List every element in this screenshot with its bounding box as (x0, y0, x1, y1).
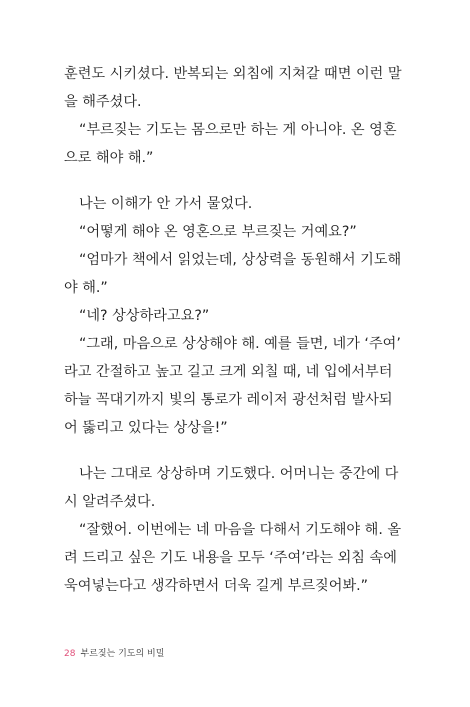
text-line: 욱여넣는다고 생각하면서 더욱 길게 부르짖어봐.” (64, 578, 369, 594)
text-line: 야 해.” (64, 280, 108, 296)
text-line: “그래, 마음으로 상상해야 해. 예를 들면, 네가 ‘주여’ (79, 336, 401, 352)
text-line: 나는 그대로 상상하며 기도했다. 어머니는 중간에 다 (79, 466, 399, 482)
text-line: 하늘 꼭대기까지 빛의 통로가 레이저 광선처럼 발사되 (64, 392, 393, 408)
text-line: 시 알려주셨다. (64, 494, 156, 510)
text-line: 나는 이해가 안 가서 물었다. (79, 196, 253, 212)
text-line: “어떻게 해야 온 영혼으로 부르짖는 거예요?” (79, 224, 357, 240)
text-line: “부르짖는 기도는 몸으로만 하는 게 아니야. 온 영혼 (79, 122, 397, 138)
text-line: 라고 간절하고 높고 길고 크게 외칠 때, 네 입에서부터 (64, 364, 393, 380)
text-line: “엄마가 책에서 읽었는데, 상상력을 동원해서 기도해 (79, 252, 402, 268)
text-line: “잘했어. 이번에는 네 마음을 다해서 기도해야 해. 올 (79, 522, 402, 538)
text-line: 으로 해야 해.” (64, 150, 154, 166)
page-footer (64, 648, 164, 660)
running-title: 부르짖는 기도의 비밀 (80, 649, 165, 659)
text-line: 려 드리고 싶은 기도 내용을 모두 ‘주여’라는 외침 속에 (64, 550, 397, 566)
text-line: 을 해주셨다. (64, 94, 142, 110)
text-line: “네? 상상하라고요?” (79, 308, 210, 324)
text-line: 훈련도 시키셨다. 반복되는 외침에 지쳐갈 때면 이런 말 (64, 66, 402, 82)
page-number: 28 (64, 649, 76, 659)
text-line: 어 뚫리고 있다는 상상을!” (64, 420, 228, 436)
